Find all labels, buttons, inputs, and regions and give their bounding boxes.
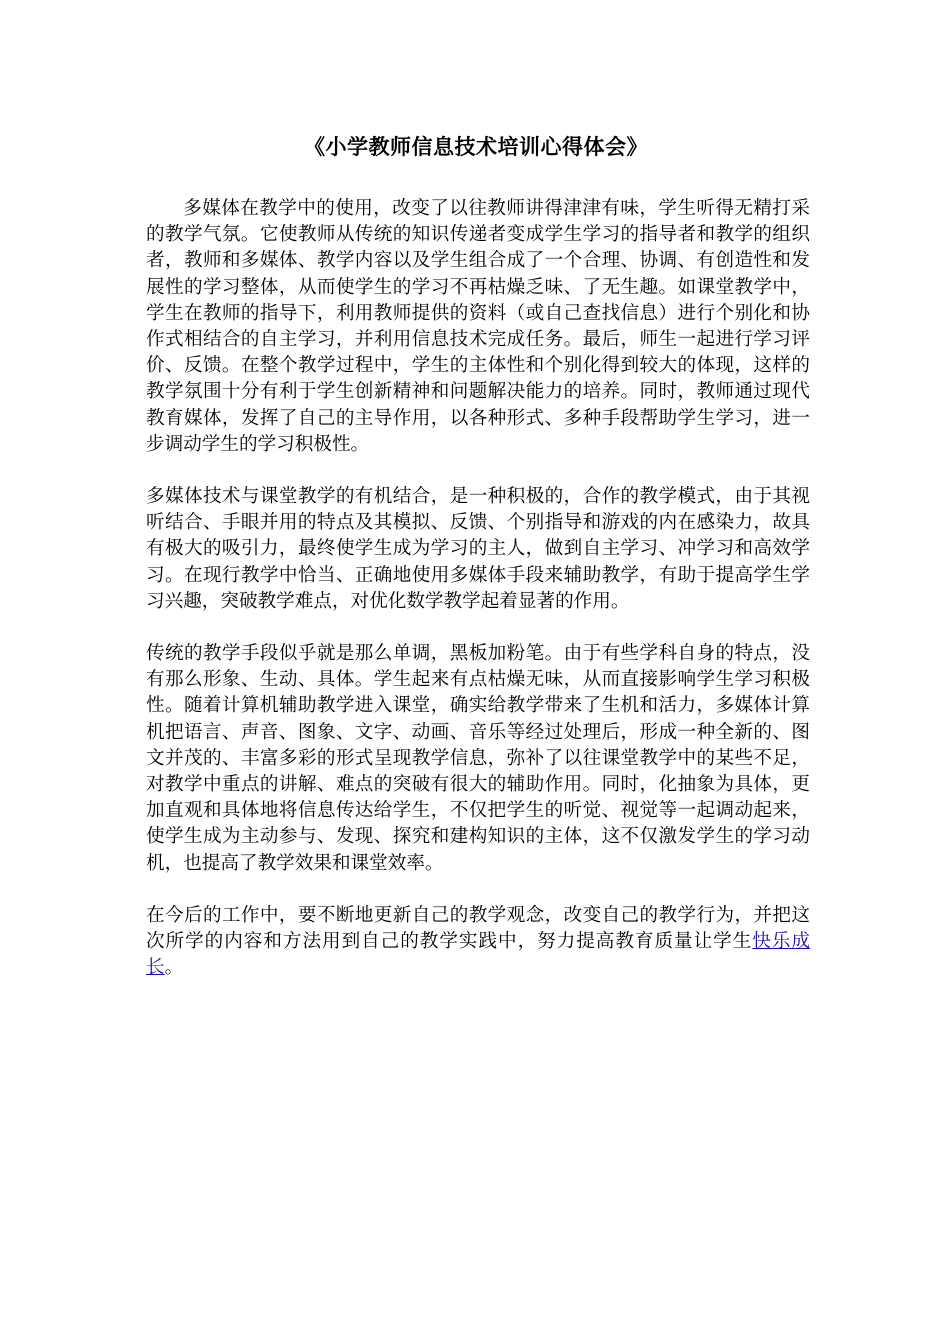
paragraph-1: 多媒体在教学中的使用，改变了以往教师讲得津津有味，学生听得无精打采的教学气氛。它使教师从传统的知识传递者变成学生学习的指导者和教学的组织者，教师和多媒体、教学内容以及学生组合成了一个合理、协调、有创造性和发展性的学习整体，从而使学生的学习不再枯燥乏味、了无生趣。如课堂教学中，学生在教师的指导下，利用教师提供的资料（或自己查找信息）进行个别化和协作式相结合的自主学习，并利用信息技术完成任务。最后，师生一起进行学习评价、反馈。在整个教学过程中，学生的主体性和个别化得到较大的体现，这样的教学氛围十分有利于学生创新精神和问题解决能力的培养。同时，教师通过现代教育媒体，发挥了自己的主导作用，以各种形式、多种手段帮助学生学习，进一步调动学生的学习积极性。 [146, 198, 810, 455]
document-body [146, 196, 810, 1007]
happy-growth-link[interactable]: 快乐成长 [146, 931, 810, 979]
paragraph-closing [146, 903, 810, 982]
paragraph-3: 传统的教学手段似乎就是那么单调，黑板加粉笔。由于有些学科自身的特点，没有那么形象、生动、具体。学生起来有点枯燥无味，从而直接影响学生学习积极性。随着计算机辅助教学进入课堂，确实给教学带来了生机和活力，多媒体计算机把语言、声音、图象、文字、动画、音乐等经过处理后，形成一种全新的、图文并茂的、丰富多彩的形式呈现教学信息，弥补了以往课堂教学中的某些不足，对教学中重点的讲解、难点的突破有很大的辅助作用。同时，化抽象为具体，更加直观和具体地将信息传达给学生，不仅把学生的听觉、视觉等一起调动起来，使学生成为主动参与、发现、探究和建构知识的主体，这不仅激发学生的学习动机，也提高了教学效果和课堂效率。 [146, 643, 810, 874]
closing-text: 在今后的工作中，要不断地更新自己的教学观念，改变自己的教学行为，并把这次所学的内容和方法用到自己的教学实践中，努力提高教育质量让学生 [146, 904, 810, 953]
closing-punctuation: 。 [164, 957, 184, 979]
document-title: 《小学教师信息技术培训心得体会》 [304, 134, 648, 159]
paragraph-2: 多媒体技术与课堂教学的有机结合，是一种积极的，合作的教学模式，由于其视听结合、手眼并用的特点及其模拟、反馈、个别指导和游戏的内在感染力，故具有极大的吸引力，最终使学生成为学习的主人，做到自主学习、冲学习和高效学习。在现行教学中恰当、正确地使用多媒体手段来辅助教学，有助于提高学生学习兴趣，突破教学难点，对优化数学教学起着显著的作用。 [146, 486, 810, 612]
